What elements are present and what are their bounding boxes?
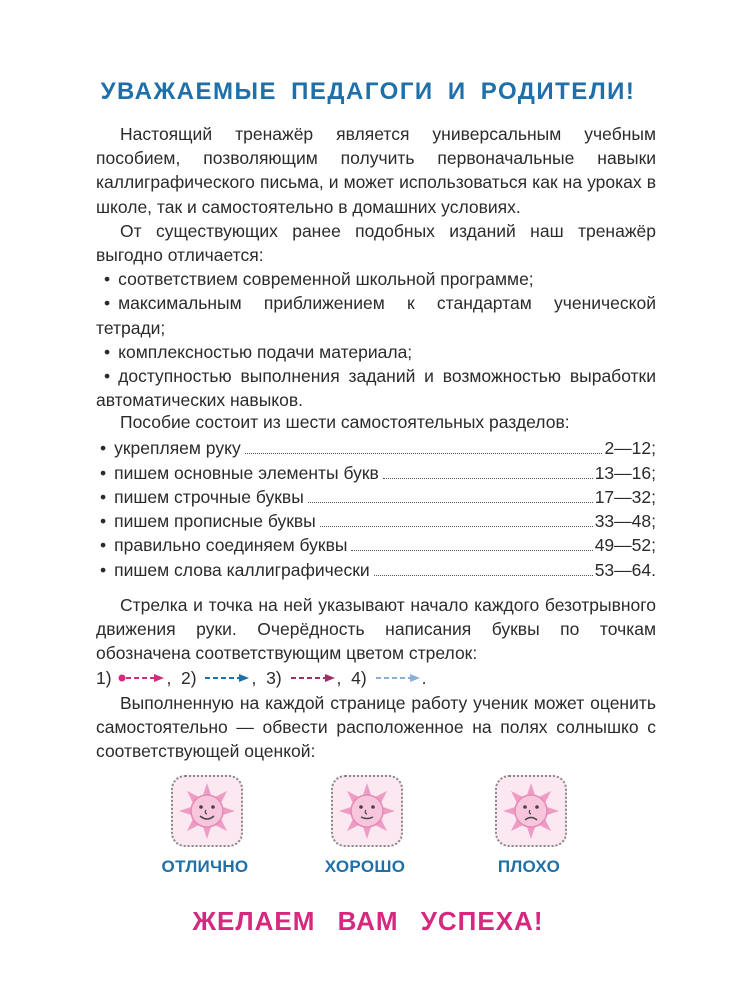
bullet-icon: • xyxy=(100,486,107,507)
pink-arrow-icon xyxy=(116,667,166,691)
bullet-icon: • xyxy=(100,535,107,556)
bullet-icon: • xyxy=(104,366,111,387)
sun-label-bad: ПЛОХО xyxy=(497,857,561,876)
arrows-paragraph: Стрелка и точка на ней указывают начало каждого безотрывного движения руки. Очерёдность написания буквы по точкам обозначена соответствующим цветом стрелок: xyxy=(96,595,656,664)
dot-leader xyxy=(308,501,593,503)
contents-label: пишем прописные буквы xyxy=(114,511,316,532)
contents-section xyxy=(96,410,656,582)
arrow-legend-number: 2) xyxy=(181,667,197,688)
bullet-icon: • xyxy=(100,511,107,532)
feature-item: • максимальным приближением к стандартам ученической тетради; xyxy=(96,293,656,338)
bullet-icon: • xyxy=(100,559,107,580)
contents-row xyxy=(96,558,656,582)
evaluation-paragraph: Выполненную на каждой странице работу ученик может оценить самостоятельно — обвести расположенное на полях солнышко с соответствующей оценкой: xyxy=(96,693,656,762)
contents-label: пишем слова каллиграфически xyxy=(114,559,370,580)
arrow-legend-number: 3) xyxy=(266,667,282,688)
bullet-icon: • xyxy=(100,438,107,459)
contents-pages: 13—16; xyxy=(594,462,656,483)
sun-good xyxy=(331,775,403,847)
contents-row xyxy=(96,461,656,485)
arrow-legend-number: 1) xyxy=(96,667,112,688)
dot-leader xyxy=(374,574,593,576)
intro-section xyxy=(96,122,656,412)
arrow-legend-number: 4) xyxy=(351,667,367,688)
blue-arrow-icon xyxy=(201,667,251,691)
feature-item: • доступностью выполнения заданий и возможностью выработки автоматических навыков. xyxy=(96,366,656,411)
contents-pages: 53—64. xyxy=(594,559,656,580)
contents-row xyxy=(96,436,656,460)
intro-paragraph-1: Настоящий тренажёр является универсальным учебным пособием, позволяющим получить первоначальные навыки каллиграфического письма, и может использоваться как на уроках в школе, так и самостоятельно в домашних условиях. xyxy=(96,124,656,217)
arrows-section xyxy=(96,593,656,764)
bullet-icon: • xyxy=(100,462,107,483)
sun-label-good: ХОРОШО xyxy=(324,857,406,876)
sun-neutral-icon xyxy=(333,777,401,845)
intro-paragraph-2: От существующих ранее подобных изданий наш тренажёр выгодно отличается: xyxy=(96,220,656,266)
contents-pages: 33—48; xyxy=(594,511,656,532)
light-blue-arrow-icon xyxy=(372,667,422,691)
contents-row xyxy=(96,509,656,533)
dot-leader xyxy=(320,525,593,527)
contents-pages: 2—12; xyxy=(604,438,656,459)
sun-excellent xyxy=(171,775,243,847)
closing-wish: ЖЕЛАЕМ ВАМ УСПЕХА! xyxy=(192,906,544,936)
contents-label: пишем основные элементы букв xyxy=(114,462,379,483)
feature-item: • комплексностью подачи материала; xyxy=(96,340,656,364)
sun-sad-icon xyxy=(497,777,565,845)
contents-pages: 17—32; xyxy=(594,486,656,507)
contents-label: пишем строчные буквы xyxy=(114,486,304,507)
contents-pages: 49—52; xyxy=(594,535,656,556)
contents-label: укрепляем руку xyxy=(114,438,241,459)
dot-leader xyxy=(245,452,603,454)
arrow-legend: 1) , 2) , 3) , 4) . xyxy=(96,666,656,691)
dot-leader xyxy=(351,549,592,551)
sun-happy-icon xyxy=(173,777,241,845)
contents-row xyxy=(96,485,656,509)
feature-item: • соответствием современной школьной программе; xyxy=(96,267,656,291)
page-title: УВАЖАЕМЫЕ ПЕДАГОГИ И РОДИТЕЛИ! xyxy=(100,78,636,105)
contents-label: правильно соединяем буквы xyxy=(114,535,348,556)
bullet-icon: • xyxy=(104,341,111,362)
purple-arrow-icon xyxy=(287,667,337,691)
sun-label-excellent: ОТЛИЧНО xyxy=(161,857,249,876)
contents-row xyxy=(96,533,656,557)
dot-leader xyxy=(383,477,593,479)
bullet-icon: • xyxy=(104,269,111,290)
contents-intro: Пособие состоит из шести самостоятельных разделов: xyxy=(120,412,570,432)
sun-bad xyxy=(495,775,567,847)
bullet-icon: • xyxy=(104,293,111,314)
